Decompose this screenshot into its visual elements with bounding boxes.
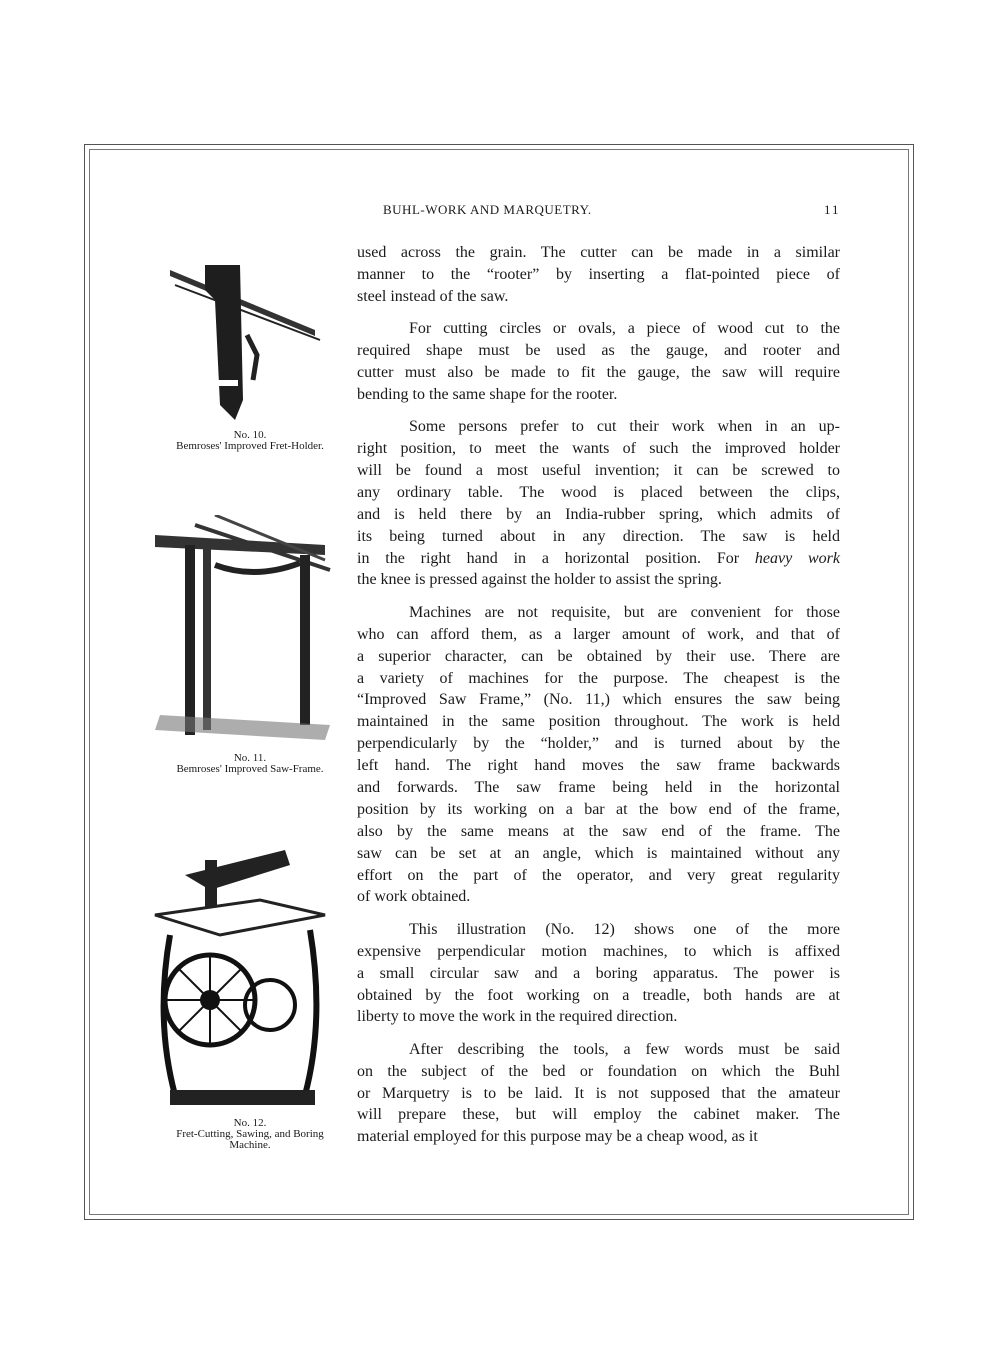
- text-line: will be found a most useful invention; it can be screwed to: [357, 462, 840, 480]
- text-line: After describing the tools, a few words must be said: [409, 1040, 840, 1058]
- text-line: steel instead of the saw.: [357, 287, 509, 305]
- text-line: material employed for this purpose may be a cheap wood, as it: [357, 1128, 758, 1146]
- text-line: effort on the part of the operator, and very great regularity: [357, 866, 840, 884]
- text-line: a variety of machines for the purpose. The cheapest is the: [357, 669, 840, 687]
- fret-holder-illustration: [165, 240, 325, 425]
- page-number: 11: [824, 202, 841, 217]
- text-line: For cutting circles or ovals, a piece of wood cut to the: [409, 320, 840, 338]
- paragraph: [357, 919, 840, 1028]
- figure-12-number: No. 12.: [233, 1117, 267, 1129]
- text-line: Machines are not requisite, but are convenient for those: [409, 603, 840, 621]
- text-line: Some persons prefer to cut their work when in an up-: [409, 418, 840, 436]
- text-line: required shape must be used as the gauge, and rooter and: [357, 342, 840, 360]
- text-line: who can afford them, as a larger amount of work, and that of: [357, 625, 840, 643]
- text-line: the knee is pressed against the holder to assist the spring.: [357, 571, 722, 589]
- saw-frame-illustration: [155, 515, 335, 745]
- text-line: expensive perpendicular motion machines, to which is affixed: [357, 942, 840, 960]
- paragraph: [357, 1039, 840, 1148]
- text-line: on the subject of the bed or foundation on which the Buhl: [357, 1062, 840, 1080]
- paragraph: [357, 242, 840, 308]
- figure-10-title: Bemroses' Improved Fret-Holder.: [176, 440, 324, 452]
- text-line: and forwards. The saw frame being held in the horizontal: [357, 778, 840, 796]
- text-line: manner to the “rooter” by inserting a flat-pointed piece of: [357, 265, 840, 283]
- figure-10-caption: [140, 430, 360, 452]
- text-line: [357, 548, 840, 570]
- text-line: of work obtained.: [357, 888, 471, 906]
- text-line: position by its working on a bar at the bow end of the frame,: [357, 800, 840, 818]
- figure-11-number: No. 11.: [233, 752, 267, 764]
- text-line: will prepare these, but will employ the cabinet maker. The: [357, 1106, 840, 1124]
- text-line: maintained in the same position throughout. The work is held: [357, 713, 840, 731]
- text-line: This illustration (No. 12) shows one of the more: [409, 920, 840, 938]
- text-line: right position, to meet the wants of such the improved holder: [357, 440, 840, 458]
- text-line: used across the grain. The cutter can be made in a similar: [357, 244, 840, 261]
- figure-12-title: Fret-Cutting, Sawing, and Boring: [176, 1128, 324, 1140]
- text-line: cutter must also be made to fit the gauge, the saw will require: [357, 363, 840, 381]
- body-text: [357, 242, 840, 1159]
- paragraph: [357, 318, 840, 406]
- text-line: also by the same means at the saw end of the frame. The: [357, 822, 840, 840]
- text-line: saw can be set at an angle, which is maintained without any: [357, 844, 840, 862]
- italic-text: heavy work: [754, 549, 840, 567]
- text-line: liberty to move the work in the required direction.: [357, 1008, 678, 1026]
- text-line: perpendicularly by the “holder,” and is turned about by the: [357, 735, 840, 753]
- figure-11-caption: [140, 753, 360, 775]
- text-line: and is held there by an India-rubber spring, which admits of: [357, 505, 840, 523]
- paragraph: [357, 602, 840, 908]
- text-line: a superior character, can be obtained by their use. There are: [357, 647, 840, 665]
- text-line: or Marquetry is to be laid. It is not supposed that the amateur: [357, 1084, 840, 1102]
- figure-12-title-cont: Machine.: [229, 1139, 271, 1151]
- paragraph: [357, 416, 840, 591]
- figure-10-number: No. 10.: [233, 429, 267, 441]
- text-line: any ordinary table. The wood is placed between the clips,: [357, 483, 840, 501]
- text-line: its being turned about in any direction. The saw is held: [357, 527, 840, 545]
- figure-12-caption: [140, 1118, 360, 1151]
- text-line: bending to the same shape for the rooter.: [357, 385, 618, 403]
- text-line: left hand. The right hand moves the saw frame backwards: [357, 757, 840, 775]
- text-line: a small circular saw and a boring apparatus. The power is: [357, 964, 840, 982]
- fret-cutting-machine-illustration: [150, 820, 330, 1110]
- text-line: “Improved Saw Frame,” (No. 11,) which ensures the saw being: [357, 691, 840, 709]
- text-segment: in the right hand in a horizontal position. For: [357, 549, 755, 567]
- text-line: obtained by the foot working on a treadle, both hands are at: [357, 986, 840, 1004]
- figure-11-title: Bemroses' Improved Saw-Frame.: [176, 763, 324, 775]
- running-title: BUHL-WORK AND MARQUETRY.: [383, 202, 592, 217]
